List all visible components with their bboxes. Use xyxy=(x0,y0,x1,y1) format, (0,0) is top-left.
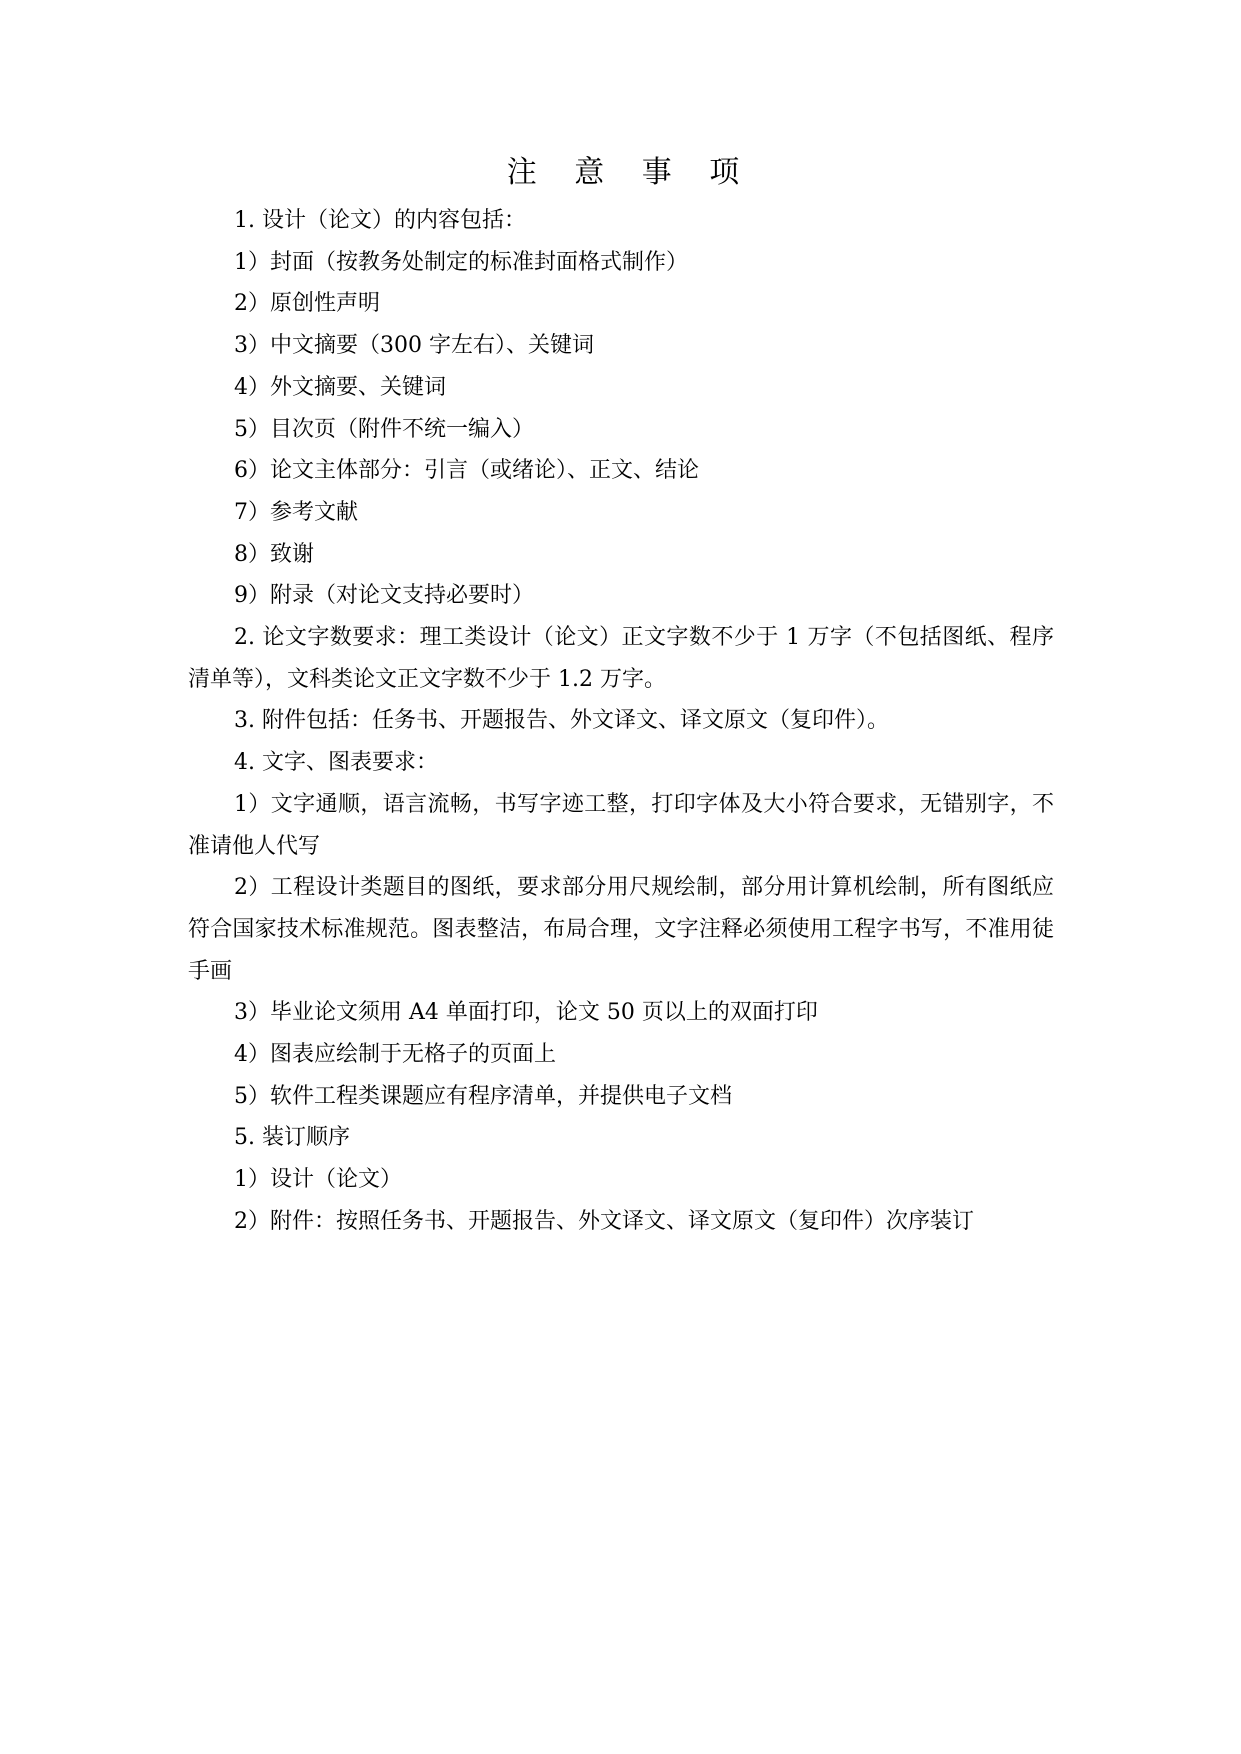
paragraph-foreign-abstract: 4）外文摘要、关键词 xyxy=(234,374,446,400)
page-title: 注 意 事 项 xyxy=(506,155,754,190)
paragraph-printing: 3）毕业论文须用 A4 单面打印，论文 50 页以上的双面打印 xyxy=(234,1000,818,1026)
paragraph-word-count: 2. 论文字数要求：理工类设计（论文）正文字数不少于 1 万字（不包括图纸、程序清单等），文科类论文正文字数不少于 1.2 万字。 xyxy=(188,625,1054,692)
paragraph-references: 7）参考文献 xyxy=(234,499,358,525)
document-page xyxy=(188,148,1054,1243)
paragraph-chinese-abstract: 3）中文摘要（300 字左右）、关键词 xyxy=(234,333,594,359)
paragraph-binding-design: 1）设计（论文） xyxy=(234,1167,402,1193)
paragraph-appendix: 9）附录（对论文支持必要时） xyxy=(234,583,534,609)
paragraph-attachments: 3. 附件包括：任务书、开题报告、外文译文、译文原文（复印件）。 xyxy=(234,708,889,734)
paragraph-engineering-drawings: 2）工程设计类题目的图纸，要求部分用尺规绘制，部分用计算机绘制，所有图纸应符合国家技术标准规范。图表整洁，布局合理，文字注释必须使用工程字书写，不准用徒手画 xyxy=(188,875,1054,984)
paragraph-software-listing: 5）软件工程类课题应有程序清单，并提供电子文档 xyxy=(234,1083,732,1109)
paragraph-contents-page: 5）目次页（附件不统一编入） xyxy=(234,416,534,442)
paragraph-binding-order: 5. 装订顺序 xyxy=(234,1125,350,1151)
paragraph-content-intro: 1. 设计（论文）的内容包括： xyxy=(234,208,526,233)
paragraph-figure-pages: 4）图表应绘制于无格子的页面上 xyxy=(234,1042,556,1068)
paragraph-cover: 1）封面（按教务处制定的标准封面格式制作） xyxy=(234,249,688,275)
paragraph-text-fluency: 1）文字通顺，语言流畅，书写字迹工整，打印字体及大小符合要求，无错别字，不准请他人代写 xyxy=(188,791,1054,859)
paragraph-originality: 2）原创性声明 xyxy=(234,291,380,317)
paragraph-binding-attachments: 2）附件：按照任务书、开题报告、外文译文、译文原文（复印件）次序装订 xyxy=(234,1208,974,1234)
paragraph-text-figure-requirements: 4. 文字、图表要求： xyxy=(234,750,438,776)
paragraph-main-body: 6）论文主体部分：引言（或绪论）、正文、结论 xyxy=(234,458,699,484)
paragraph-acknowledgements: 8）致谢 xyxy=(234,541,314,567)
